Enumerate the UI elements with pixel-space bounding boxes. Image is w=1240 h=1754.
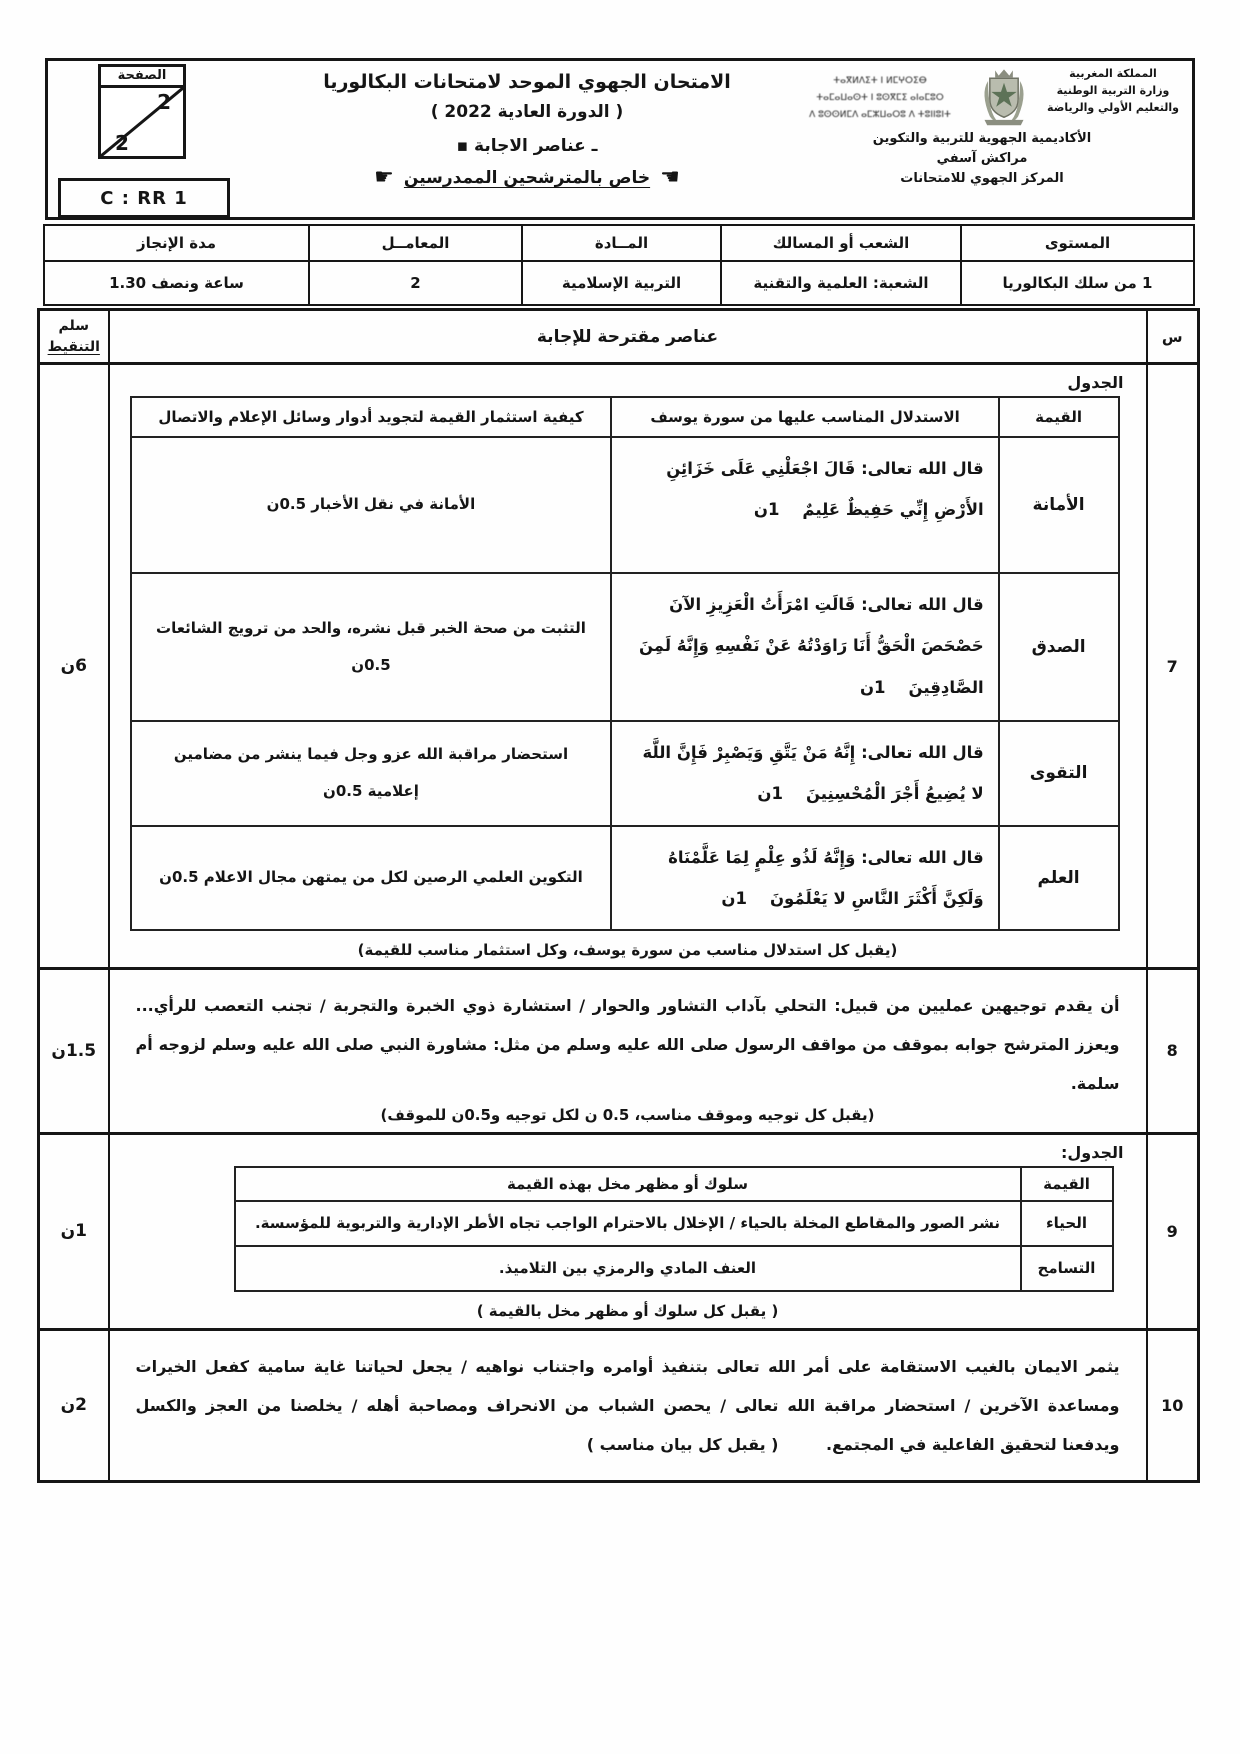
table-row: الصدق قال الله تعالى: قَالَتِ امْرَأَتُ الْعَزِيزِ الآنَ حَصْحَصَ الْحَقُّ أَنَا رَاوَدْتُهُ عَنْ نَفْسِهِ وَإِنَّهُ لَمِنَ الصَّادِقِينَ 1ن التثبت من صحة الخبر قبل نشره، والحد من ترويج الشائعات 0.5ن — [131, 573, 1119, 721]
info-header-level: المستوى — [961, 225, 1194, 261]
info-header-subject: المــادة — [522, 225, 721, 261]
q9-table-label: الجدول: — [1061, 1142, 1124, 1162]
question-8-row — [39, 969, 1199, 1134]
page-number-box — [98, 64, 186, 166]
q7-col-evidence: الاستدلال المناسب عليها من سورة يوسف — [611, 397, 998, 437]
info-header-duration: مدة الإنجاز — [44, 225, 309, 261]
ministry-line: وزارة التربية الوطنية — [1056, 84, 1170, 98]
quran-verse: قال الله تعالى: قَالَ اجْعَلْنِي عَلَى خَزَائِنِ الأَرْضِ إِنِّي حَفِيظٌ عَلِيمٌ 1ن — [611, 437, 998, 573]
q10-answer-text: يثمر الايمان بالغيب الاستقامة على أمر الله تعالى بتنفيذ أوامره واجتناب نواهيه / يجعل لحياتنا غاية سامية كفعل الخيرات ومساعدة الآخرين / استحضار مراقبة الله تعالى / يحصن الشباب من الانحراف ومصاحبة أهله / يخلصنا من العجز والكسل ويدفعنا لتحقيق الفاعلية في المجتمع. — [135, 1356, 1120, 1454]
quran-verse: قال الله تعالى: قَالَتِ امْرَأَتُ الْعَزِيزِ الآنَ حَصْحَصَ الْحَقُّ أَنَا رَاوَدْتُهُ عَنْ نَفْسِهِ وَإِنَّهُ لَمِنَ الصَّادِقِينَ 1ن — [611, 573, 998, 721]
question-9-answer — [109, 1133, 1147, 1329]
exam-titles — [292, 65, 762, 189]
question-10-answer — [109, 1329, 1147, 1481]
q7-col-investment: كيفية استثمار القيمة لتجويد أدوار وسائل الإعلام والاتصال — [131, 397, 612, 437]
info-value-coefficient: 2 — [309, 261, 522, 305]
q9-col-behavior: سلوك أو مظهر مخل بهذه القيمة — [235, 1167, 1021, 1201]
page-current: 2 — [157, 90, 171, 114]
q9-acceptance-note: ( يقبل كل سلوك أو مظهر مخل بالقيمة ) — [476, 1301, 779, 1320]
q9-values-table — [234, 1166, 1114, 1292]
table-row: الحياء نشر الصور والمقاطع المخلة بالحياء / الإخلال بالاحترام الواجب تجاه الأطر الإدارية والتربوية للمؤسسة. — [235, 1201, 1113, 1246]
q8-acceptance-note: (يقبل كل توجيه وموقف مناسب، 0.5 ن لكل توجيه و0.5ن للموقف) — [380, 1105, 875, 1124]
answer-elements-subtitle: ـ عناصر الاجابة ▪ — [456, 136, 598, 156]
education-line: والتعليم الأولي والرياضة — [1047, 101, 1179, 115]
question-9-score: 1ن — [39, 1133, 109, 1329]
page-total: 2 — [115, 131, 129, 155]
info-value-duration: ساعة ونصف 1.30 — [44, 261, 309, 305]
info-header-coefficient: المعامــل — [309, 225, 522, 261]
ministry-arabic-lines — [1038, 65, 1188, 116]
answers-table — [37, 308, 1200, 1483]
tifinagh-lines: ⵜⴰⴳⵍⴷⵉⵜ ⵏ ⵍⵎⵖⵔⵉⴱ ⵜⴰⵎⴰⵡⴰⵙⵜ ⵏ ⵓⵙⴳⵎⵉ ⴰⵏⴰⵎⵓⵔ ⴷ ⵓⵙⵙⵍⵎⴷ ⴰⵎⵣⵡⴰⵔⵓ ⴷ ⵜⵓⵏⵏⵓⵏⵜ — [809, 76, 951, 121]
pointing-hand-icon: ☛ — [374, 165, 394, 190]
quran-verse: قال الله تعالى: إِنَّهُ مَنْ يَتَّقِ وَيَصْبِرْ فَإِنَّ اللَّهَ لا يُضِيعُ أَجْرَ الْمُحْسِنِينَ 1ن — [611, 721, 998, 826]
page-label: الصفحة — [98, 64, 186, 85]
info-value-level: 1 من سلك البكالوريا — [961, 261, 1194, 305]
q8-answer-text: أن يقدم توجيهين عمليين من قبيل: التحلي بآداب التشاور والحوار / استشارة ذوي الخبرة والتجربة / تجنب التعصب للرأي... ويعزز المترشح جوابه بموقف من مواقف الرسول صلى الله عليه وسلم من مثل: مشاورة النبي صلى الله عليه وسلم لزوجه أم سلمة. — [135, 996, 1120, 1094]
question-7-score: 6ن — [39, 364, 109, 969]
question-7-answer — [109, 364, 1147, 969]
q9-col-value: القيمة — [1021, 1167, 1113, 1201]
q7-values-table — [130, 396, 1120, 931]
scale-col-header: سلم التنقيط — [39, 310, 109, 364]
info-header-streams: الشعب أو المسالك — [721, 225, 961, 261]
question-10-row — [39, 1329, 1199, 1481]
table-row: التسامح العنف المادي والرمزي بين التلاميذ. — [235, 1246, 1113, 1291]
q7-col-value: القيمة — [999, 397, 1119, 437]
exam-session: ( الدورة العادية 2022 ) — [430, 102, 624, 122]
audience-line — [292, 167, 762, 189]
academy-name: الأكاديمية الجهوية للتربية والتكوين — [872, 131, 1092, 146]
region-name: مراكش آسفي — [936, 151, 1028, 167]
quran-verse: قال الله تعالى: وَإِنَّهُ لَذُو عِلْمٍ لِمَا عَلَّمْنَاهُ وَلَكِنَّ أَكْثَرَ النَّاسِ لا يَعْلَمُونَ 1ن — [611, 826, 998, 931]
pointing-hand-icon: ☚ — [660, 165, 680, 190]
kingdom-line: المملكة المغربية — [1069, 67, 1157, 80]
question-9-row — [39, 1133, 1199, 1329]
question-10-score: 2ن — [39, 1329, 109, 1481]
q7-table-label: الجدول — [1067, 373, 1124, 392]
ministry-block — [776, 65, 1188, 189]
q7-acceptance-note: (يقبل كل استدلال مناسب من سورة يوسف، وكل استثمار مناسب للقيمة) — [357, 941, 898, 959]
answers-col-header: عناصر مقترحة للإجابة — [109, 310, 1147, 364]
morocco-coat-of-arms-logo — [976, 65, 1032, 127]
question-9-number: 9 — [1147, 1133, 1199, 1329]
exam-title: الامتحان الجهوي الموحد لامتحانات البكالوريا — [323, 71, 731, 93]
q10-acceptance-note: ( يقبل كل بيان مناسب ) — [586, 1434, 779, 1454]
exam-info-table — [43, 224, 1195, 306]
question-7-row — [39, 364, 1199, 969]
question-col-header: س — [1147, 310, 1199, 364]
info-value-subject: التربية الإسلامية — [522, 261, 721, 305]
table-row: الأمانة قال الله تعالى: قَالَ اجْعَلْنِي عَلَى خَزَائِنِ الأَرْضِ إِنِّي حَفِيظٌ عَلِيمٌ 1ن الأمانة في نقل الأخبار 0.5ن — [131, 437, 1119, 573]
question-8-number: 8 — [1147, 969, 1199, 1134]
header-box — [45, 58, 1195, 220]
question-8-score: 1.5ن — [39, 969, 109, 1134]
question-8-answer — [109, 969, 1147, 1134]
table-row: العلم قال الله تعالى: وَإِنَّهُ لَذُو عِلْمٍ لِمَا عَلَّمْنَاهُ وَلَكِنَّ أَكْثَرَ النَّاسِ لا يَعْلَمُونَ 1ن التكوين العلمي الرصين لكل من يمتهن مجال الاعلام 0.5ن — [131, 826, 1119, 931]
question-7-number: 7 — [1147, 364, 1199, 969]
exam-center-name: المركز الجهوي للامتحانات — [900, 171, 1064, 187]
info-value-streams: الشعبة: العلمية والتقنية — [721, 261, 961, 305]
table-row: التقوى قال الله تعالى: إِنَّهُ مَنْ يَتَّقِ وَيَصْبِرْ فَإِنَّ اللَّهَ لا يُضِيعُ أَجْرَ الْمُحْسِنِينَ 1ن استحضار مراقبة الله عزو وجل فيما ينشر من مضامين إعلامية 0.5ن — [131, 721, 1119, 826]
question-10-number: 10 — [1147, 1329, 1199, 1481]
exam-code-box: C : RR 1 — [58, 178, 230, 218]
audience-text: خاص بالمترشحين الممدرسين — [403, 168, 651, 188]
